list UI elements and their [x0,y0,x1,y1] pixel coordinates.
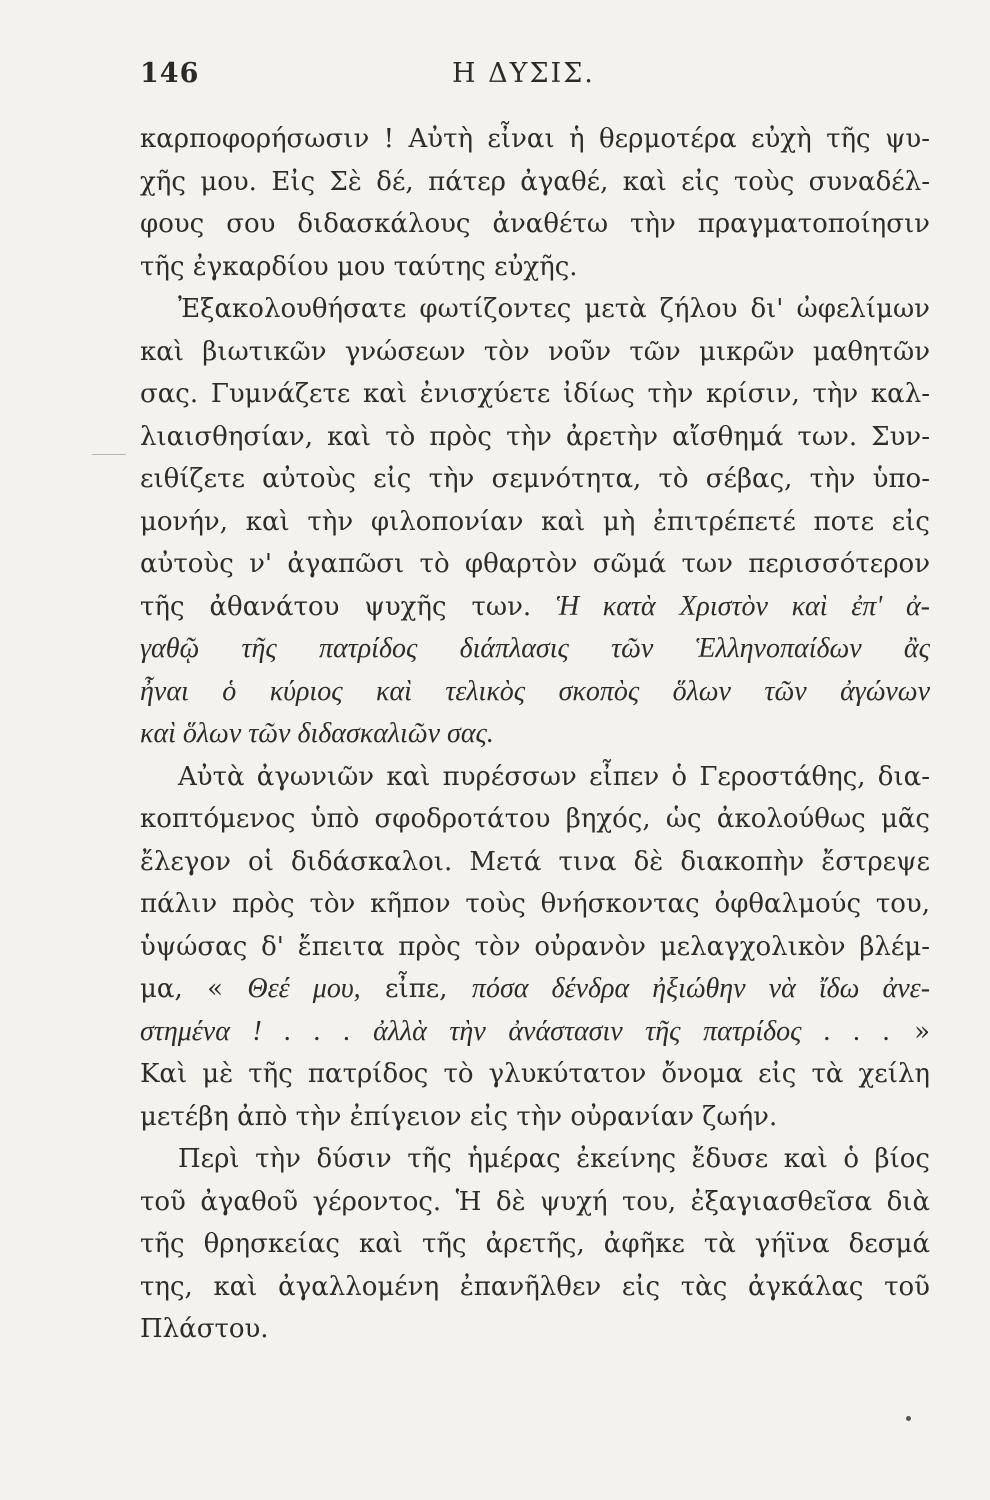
italic-segment: Ἡ κατὰ Χριστὸν καὶ ἐπ' ἀ- [556,590,930,622]
text-segment: μα, « [140,974,223,1004]
text-line: ειθίζετε αὐτοὺς εἰς τὴν σεμνότητα, τὸ σέβας, τὴν ὑπο- [140,464,930,494]
italic-line: γαθῷ τῆς πατρίδος διάπλασις τῶν Ἑλληνοπαίδων ἂς [140,633,930,664]
text-line: Πλάστου. [140,1314,269,1344]
text-line: καὶ βιωτικῶν γνώσεων τὸν νοῦν τῶν μικρῶν μαθητῶν [140,336,930,367]
text-line: λιαισθησίαν, καὶ τὸ πρὸς τὴν ἀρετὴν αἴσθημά των. Συν- [140,421,930,452]
running-title: Η ΔΥΣΙΣ. [452,58,595,89]
italic-segment: πόσα δένδρα ἠξιώθην νὰ ἴδω ἀνε- [471,973,931,1004]
text-line: μετέβη ἀπὸ τὴν ἐπίγειον εἰς τὴν οὐρανίαν ζωήν. [140,1101,778,1132]
italic-line: ἦναι ὁ κύριος καὶ τελικὸς σκοπὸς ὅλων τῶν ἀγώνων [140,675,930,707]
text-line: κοπτόμενος ὑπὸ σφοδροτάτου βηχός, ὡς ἀκολούθως μᾶς [140,804,930,834]
italic-segment: Θεέ μου, [247,973,361,1004]
text-line-mixed [140,1011,930,1054]
text-line: πάλιν πρὸς τὸν κῆπον τοὺς θνήσκοντας ὀφθαλμούς του, [140,889,930,919]
text-line: ἔλεγον οἱ διδάσκαλοι. Μετά τινα δὲ διακοπὴν ἔστρεψε [140,846,930,877]
italic-segment: στημένα ! . . . ἀλλὰ τὴν ἀνάστασιν τῆς πατρίδος . . . [140,1015,891,1047]
text-segment: τῆς ἀθανάτου ψυχῆς των. [140,591,532,622]
text-line: τῆς ἐγκαρδίου μου ταύτης εὐχῆς. [140,251,578,282]
text-line: Ἐξακολουθήσατε φωτίζοντες μετὰ ζήλου δι' ὠφελίμων [178,294,930,324]
text-line: χῆς μου. Εἰς Σὲ δέ, πάτερ ἀγαθέ, καὶ εἰς τοὺς συναδέλ- [140,166,930,197]
text-line: μονήν, καὶ τὴν φιλοπονίαν καὶ μὴ ἐπιτρέπετέ ποτε εἰς [140,506,930,537]
text-line: ὑψώσας δ' ἔπειτα πρὸς τὸν οὐρανὸν μελαγχολικὸν βλέμ- [140,931,930,962]
text-segment: εἶπε, [385,974,448,1004]
text-line: τῆς θρησκείας καὶ τῆς ἀρετῆς, ἀφῆκε τὰ γήϊνα δεσμά [140,1229,930,1259]
text-line: της, καὶ ἀγαλλομένη ἐπανῆλθεν εἰς τὰς ἀγκάλας τοῦ [140,1271,930,1302]
text-line: αὐτοὺς ν' ἀγαπῶσι τὸ φθαρτὸν σῶμά των περισσότερον [140,549,930,579]
page-header [140,58,930,98]
text-line-mixed [140,586,930,629]
text-segment: » [914,1016,931,1047]
text-line: τοῦ ἀγαθοῦ γέροντος. Ἡ δὲ ψυχή του, ἐξαγιασθεῖσα διὰ [140,1186,930,1217]
margin-mark [92,454,126,455]
italic-line: καὶ ὅλων τῶν διδασκαλιῶν σας. [140,718,494,749]
ink-dot [906,1416,911,1421]
text-line: φους σου διδασκάλους ἀναθέτω τὴν πραγματοποίησιν [140,209,930,239]
text-line: σας. Γυμνάζετε καὶ ἐνισχύετε ἰδίως τὴν κρίσιν, τὴν καλ- [140,379,930,409]
body-text [140,118,930,1351]
text-line: καρποφορήσωσιν ! Αὐτὴ εἶναι ἡ θερμοτέρα εὐχὴ τῆς ψυ- [140,124,930,154]
text-line: Περὶ τὴν δύσιν τῆς ἡμέρας ἐκείνης ἔδυσε καὶ ὁ βίος [178,1144,930,1174]
page-number: 146 [140,58,200,89]
text-line-mixed [140,968,930,1011]
text-line: Καὶ μὲ τῆς πατρίδος τὸ γλυκύτατον ὄνομα εἰς τὰ χείλη [140,1059,930,1089]
text-line: Αὐτὰ ἀγωνιῶν καὶ πυρέσσων εἶπεν ὁ Γεροστάθης, δια- [178,761,930,792]
